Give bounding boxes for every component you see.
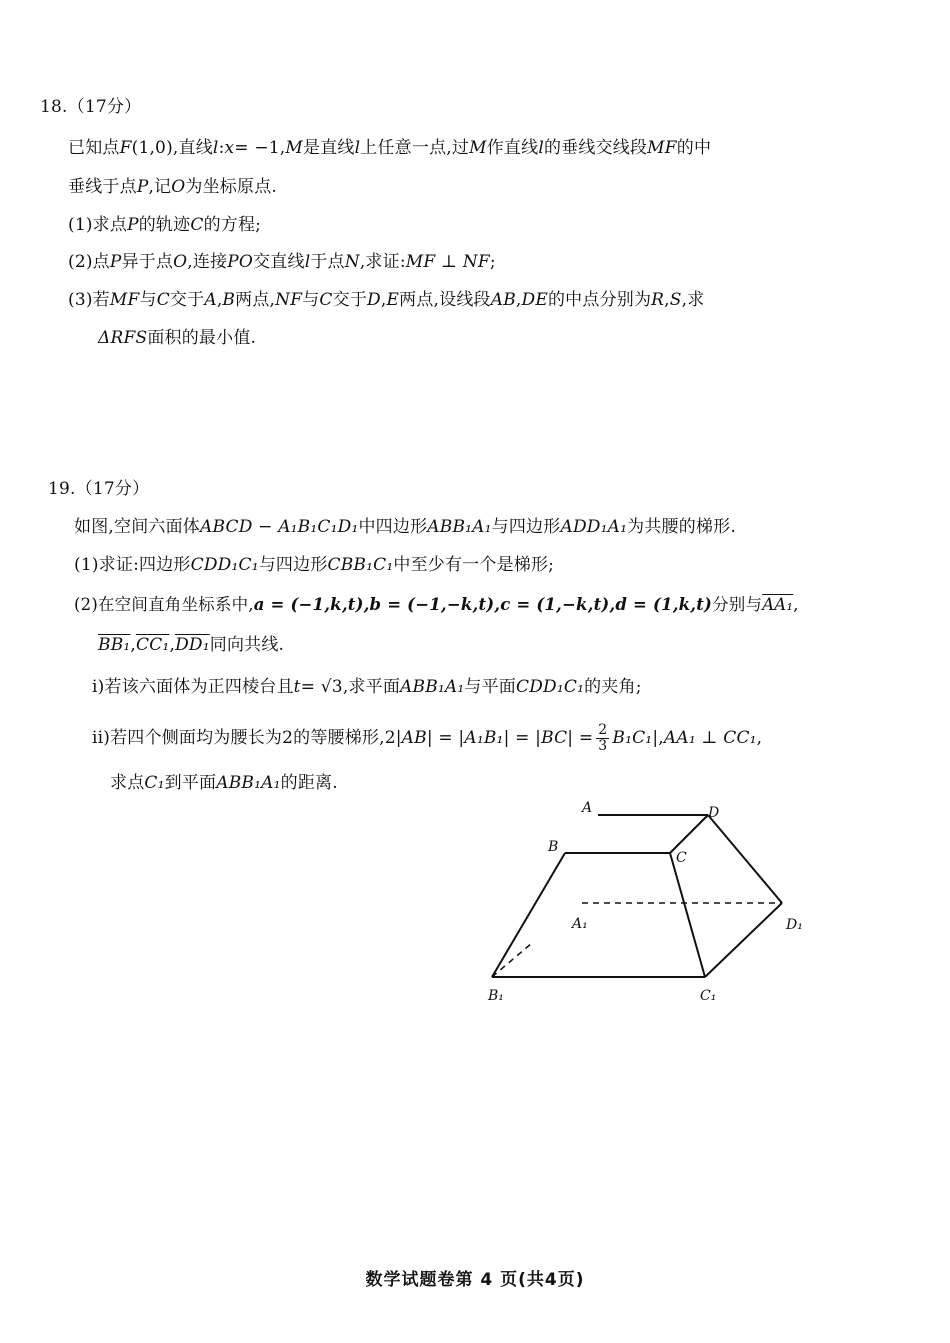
label-A: A	[582, 800, 593, 816]
q18-part3-cont: ΔRFS面积的最小值.	[98, 328, 257, 348]
hexahedron-figure	[470, 790, 820, 1020]
q19-subpart-ii-cont: 求点C₁到平面ABB₁A₁的距离.	[110, 773, 338, 793]
label-B: B	[548, 839, 559, 855]
q19-part1: (1)求证:四边形CDD₁C₁与四边形CBB₁C₁中至少有一个是梯形;	[74, 555, 555, 575]
q19-subpart-ii: ii)若四个侧面均为腰长为2的等腰梯形,2|AB| = |A₁B₁| = |BC| = $\frac{2}{3}$ B₁C₁|,AA₁ ⊥ CC₁,	[92, 722, 763, 754]
q19-part2: (2)在空间直角坐标系中,a = (−1,k,t),b = (−1,−k,t),c = (1,−k,t),d = (1,k,t)分别与AA₁,	[74, 595, 799, 614]
q18-part1: (1)求点P的轨迹C的方程;	[68, 215, 262, 235]
q19-title: 19.（17分）	[48, 479, 150, 499]
edge-CD	[670, 815, 708, 853]
label-C: C	[676, 850, 687, 866]
label-B1: B₁	[488, 988, 504, 1004]
q19-intro: 如图,空间六面体ABCD − A₁B₁C₁D₁中四边形ABB₁A₁与四边形ADD₁A₁为共腰的梯形.	[74, 517, 736, 537]
q18-title: 18.（17分）	[40, 97, 142, 117]
q19-subpart-i: i)若该六面体为正四棱台且t= √3,求平面ABB₁A₁与平面CDD₁C₁的夹角;	[92, 677, 642, 697]
page-footer: 数学试题卷第 4 页(共4页)	[365, 1270, 585, 1290]
q18-intro-line2: 垂线于点P,记O为坐标原点.	[68, 177, 278, 197]
label-C1: C₁	[700, 988, 717, 1004]
q18-part3: (3)若MF与C交于A,B两点,NF与C交于D,E两点,设线段AB,DE的中点分别为R,S,求	[68, 290, 705, 310]
edge-CC1	[670, 853, 705, 977]
edge-DD1	[708, 815, 782, 903]
q19-part2-cont: BB₁,CC₁,DD₁同向共线.	[98, 635, 285, 655]
label-D: D	[708, 805, 720, 821]
edge-A1B1-hidden	[492, 943, 532, 977]
fraction-two-thirds: $\frac{2}{3}$	[598, 722, 608, 754]
q18-intro-line1: 已知点F(1,0),直线l:x= −1,M是直线l上任意一点,过M作直线l的垂线交线段MF的中	[68, 138, 712, 158]
label-D1: D₁	[786, 917, 803, 933]
edge-BB1	[492, 853, 565, 977]
edge-C1D1	[705, 903, 782, 977]
label-A1: A₁	[572, 916, 588, 932]
q18-part2: (2)点P异于点O,连接PO交直线l于点N,求证:MF ⊥ NF;	[68, 252, 496, 272]
